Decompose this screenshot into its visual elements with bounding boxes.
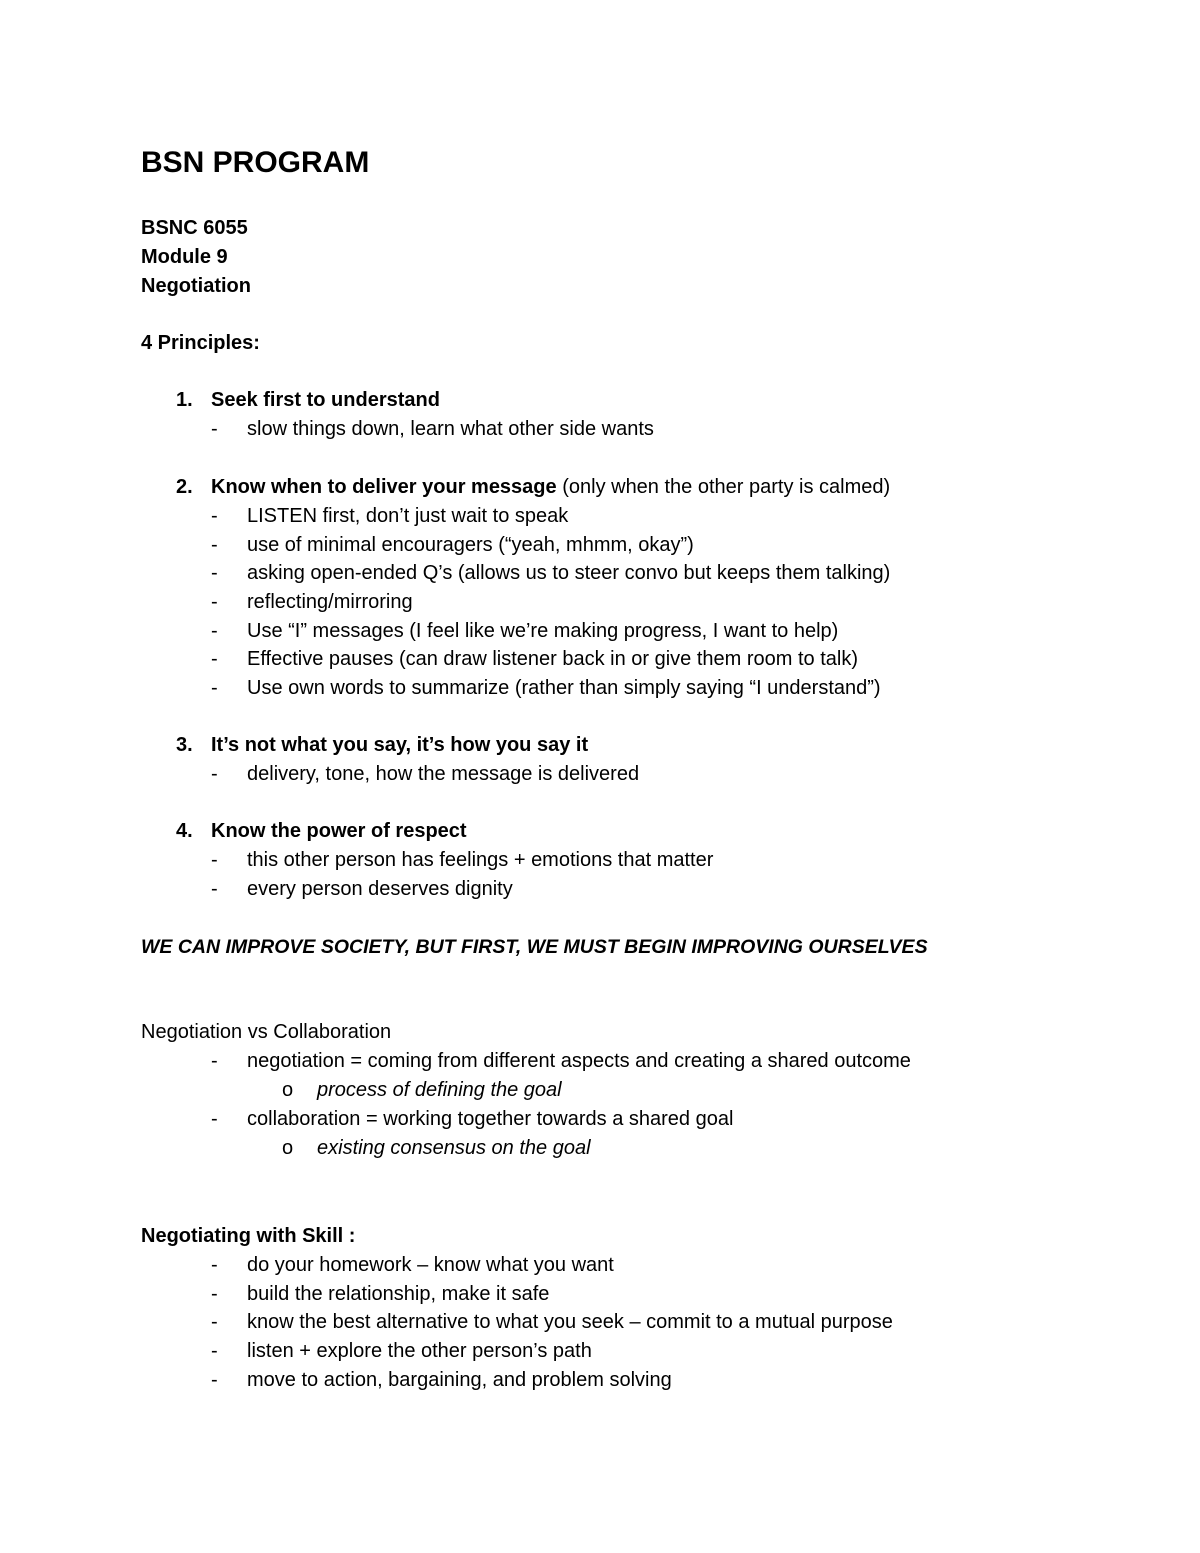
- list-item: do your homework – know what you want: [247, 1254, 614, 1276]
- skill-heading: Negotiating with Skill :: [141, 1225, 356, 1247]
- dash-bullet: -: [211, 562, 218, 584]
- principle-number: 4.: [176, 820, 193, 842]
- list-item: every person deserves dignity: [247, 878, 513, 900]
- principle-number: 1.: [176, 389, 193, 411]
- dash-bullet: -: [211, 677, 218, 699]
- principle-number: 3.: [176, 734, 193, 756]
- motto: WE CAN IMPROVE SOCIETY, BUT FIRST, WE MUST BEGIN IMPROVING OURSELVES: [141, 936, 928, 958]
- list-item: collaboration = working together towards a shared goal: [247, 1108, 734, 1130]
- dash-bullet: -: [211, 763, 218, 785]
- principle-title: Know when to deliver your message: [211, 476, 557, 498]
- list-item: delivery, tone, how the message is delivered: [247, 763, 640, 785]
- module-label: Module 9: [141, 246, 228, 268]
- list-item: this other person has feelings + emotions that matter: [247, 849, 714, 871]
- list-item: asking open-ended Q’s (allows us to steer convo but keeps them talking): [247, 562, 891, 584]
- topic-label: Negotiation: [141, 275, 251, 297]
- sub-bullet: o: [282, 1137, 294, 1159]
- dash-bullet: -: [211, 1340, 218, 1362]
- list-item: Use “I” messages (I feel like we’re making progress, I want to help): [247, 620, 839, 642]
- dash-bullet: -: [211, 1369, 218, 1391]
- dash-bullet: -: [211, 620, 218, 642]
- principle-title: Know the power of respect: [211, 820, 467, 842]
- sub-list-item: process of defining the goal: [317, 1079, 562, 1101]
- dash-bullet: -: [211, 418, 218, 440]
- comparison-heading: Negotiation vs Collaboration: [141, 1021, 392, 1043]
- document-title: BSN PROGRAM: [141, 146, 370, 179]
- dash-bullet: -: [211, 1108, 218, 1130]
- principle-title-line: [211, 388, 440, 412]
- list-item: Use own words to summarize (rather than simply saying “I understand”): [247, 677, 881, 699]
- dash-bullet: -: [211, 1311, 218, 1333]
- principle-number: 2.: [176, 476, 193, 498]
- dash-bullet: -: [211, 648, 218, 670]
- sub-bullet: o: [282, 1079, 294, 1101]
- dash-bullet: -: [211, 534, 218, 556]
- dash-bullet: -: [211, 505, 218, 527]
- list-item: reflecting/mirroring: [247, 591, 413, 613]
- list-item: LISTEN first, don’t just wait to speak: [247, 505, 569, 527]
- principle-title-line: [211, 475, 890, 499]
- dash-bullet: -: [211, 849, 218, 871]
- principles-heading: 4 Principles:: [141, 332, 260, 354]
- principle-title-line: [211, 733, 588, 757]
- dash-bullet: -: [211, 591, 218, 613]
- principle-title-line: [211, 819, 467, 843]
- list-item: use of minimal encouragers (“yeah, mhmm, okay”): [247, 534, 694, 556]
- list-item: Effective pauses (can draw listener back in or give them room to talk): [247, 648, 859, 670]
- sub-list-item: existing consensus on the goal: [317, 1137, 591, 1159]
- dash-bullet: -: [211, 1254, 218, 1276]
- dash-bullet: -: [211, 1283, 218, 1305]
- course-code: BSNC 6055: [141, 217, 248, 239]
- list-item: slow things down, learn what other side wants: [247, 418, 654, 440]
- list-item: move to action, bargaining, and problem solving: [247, 1369, 672, 1391]
- principle-title: It’s not what you say, it’s how you say it: [211, 734, 589, 756]
- dash-bullet: -: [211, 878, 218, 900]
- list-item: negotiation = coming from different aspects and creating a shared outcome: [247, 1050, 911, 1072]
- list-item: build the relationship, make it safe: [247, 1283, 550, 1305]
- principle-title-suffix: (only when the other party is calmed): [556, 476, 891, 498]
- list-item: listen + explore the other person’s path: [247, 1340, 592, 1362]
- principle-title: Seek first to understand: [211, 389, 440, 411]
- list-item: know the best alternative to what you seek – commit to a mutual purpose: [247, 1311, 893, 1333]
- dash-bullet: -: [211, 1050, 218, 1072]
